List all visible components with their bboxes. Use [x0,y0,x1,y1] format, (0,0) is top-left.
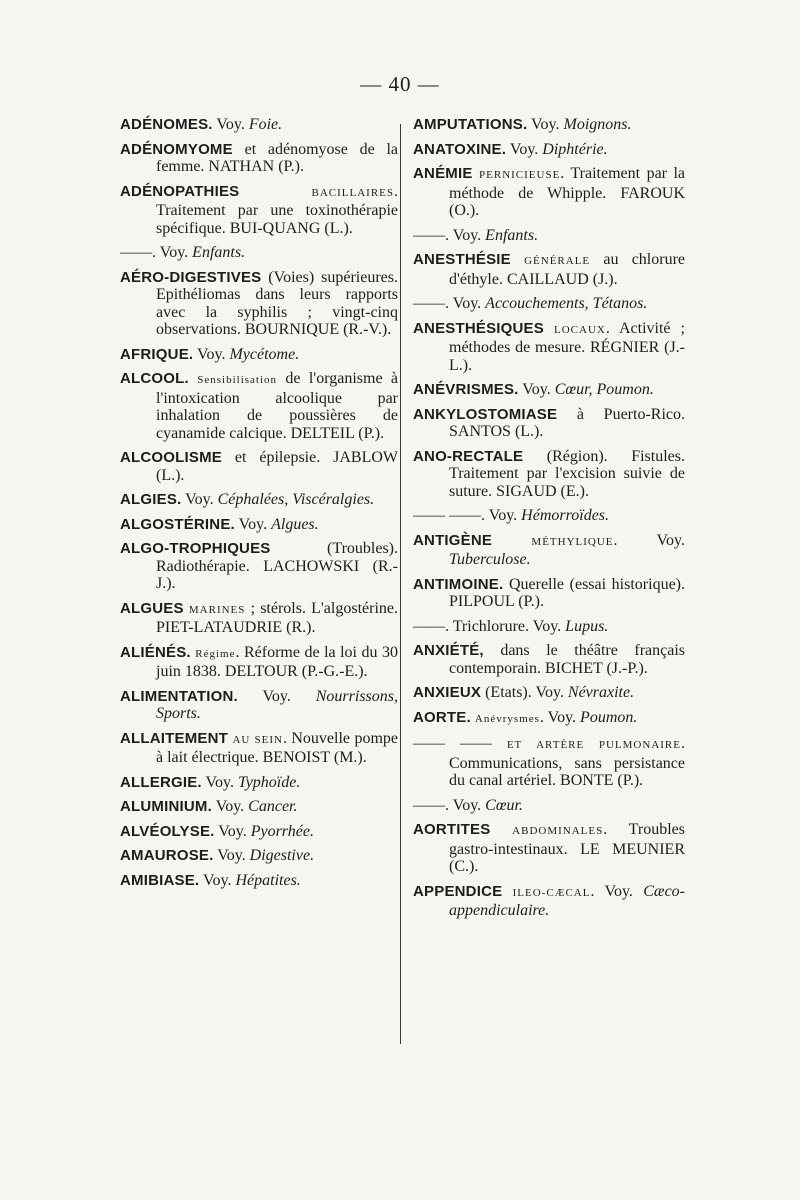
entry-text: Voy. [506,140,543,158]
repeat-dash: —— ——. [413,507,485,524]
index-entry [413,165,685,220]
entry-text: Régime [195,647,236,660]
entry-headword: ADÉNOMES. [120,116,213,133]
cross-reference: Cœur. [485,796,523,814]
entry-text: Voy. [199,871,236,889]
entry-text: Voy. [214,822,251,840]
entry-headword: ANESTHÉSIQUES [413,319,544,337]
entry-headword: ALCOOLISME [120,449,222,466]
entry-text: Voy. [201,773,238,791]
entry-text: ; stérols. L'algostérine. PIET-LATAUDRIE (R.). [156,599,398,636]
entry-headword: ANTIMOINE. [413,575,504,593]
index-entry [413,709,685,729]
entry-text: au chlorure d'éthyle. CAILLAUD (J.). [449,251,686,288]
entry-headword: ALIÉNÉS. [120,643,191,661]
index-entry [413,295,685,313]
cross-reference: Mycétome. [229,345,300,363]
entry-text: Voy. [449,796,486,814]
cross-reference: Diphtérie. [542,140,608,158]
entry-text: MÉTHYLIQUE [531,535,614,548]
index-entry [413,448,685,501]
index-entry [413,381,685,399]
entry-text [544,320,554,337]
index-entry [120,116,398,134]
entry-text: Voy. [213,847,250,864]
entry-text [189,370,197,387]
index-entry [120,872,398,890]
cross-reference: Tuberculose. [449,551,531,568]
index-entry [413,116,685,134]
entry-text [492,532,531,549]
entry-text [239,183,311,200]
entry-text: MARINES [188,603,246,616]
entry-text: Voy. [193,345,230,363]
entry-text [492,735,507,752]
entry-text: . Voy. [613,531,685,549]
entry-text: GÉNÉRALE [524,255,591,267]
entry-text: Voy. [518,381,555,398]
entry-text: Voy. [527,116,564,133]
entry-headword: AORTE. [413,708,471,726]
cross-reference: Nourrissons, Sports. [156,687,398,722]
entry-text: Voy. [237,687,316,705]
right-column [413,116,685,927]
index-entry [120,847,398,865]
entry-headword: ADÉNOPATHIES [120,182,240,200]
index-entry [120,600,398,637]
entry-text: Voy. [212,116,249,133]
entry-text: . Activité ; méthodes de mesure. RÉGNIER (J.-L.). [449,319,685,374]
index-entry [120,688,398,723]
entry-text: . Traitement par la méthode de Whipple. FAROUK (O.). [449,165,686,219]
cross-reference: Cæco-appendiculaire. [449,882,685,919]
entry-headword: ALCOOL. [120,370,189,387]
entry-headword: AFRIQUE. [120,345,194,363]
cross-reference: Digestive. [249,847,315,864]
entry-headword: ALUMINIUM. [120,798,212,815]
entry-text: Voy. [449,226,486,244]
entry-text: de l'organisme à l'intoxication alcoolique par inhalation de poussières de cyanamide calcique. DELTEIL (P.). [156,370,399,442]
entry-text: LOCAUX [554,323,606,336]
entry-text: (Troubles). Radiothérapie. LACHOWSKI (R.-J.). [156,540,398,592]
index-entry [120,346,398,364]
cross-reference: Pyorrhée. [250,822,314,840]
index-entry [413,320,685,375]
cross-reference: Algues. [271,515,319,533]
entry-headword: ALLAITEMENT [120,729,229,747]
entry-text: (Région). Fistules. Traitement par l'excision suivie de suture. SIGAUD (E.). [449,447,685,500]
cross-reference: Enfants. [485,226,539,244]
cross-reference: Cœur, Poumon. [554,381,654,398]
entry-text: Voy. [181,491,218,508]
entry-headword: AMIBIASE. [120,871,200,889]
index-entry [413,642,685,677]
repeat-dash: —— —— [413,735,492,752]
entry-headword: ANÉVRISMES. [413,381,519,398]
entry-headword: ANÉMIE [413,165,473,182]
entry-text: BACILLAIRES [311,186,394,199]
cross-reference: Hépatites. [235,871,301,889]
entry-text [511,251,524,268]
index-entry [120,540,398,593]
entry-headword: ALGUES [120,599,184,617]
entry-text: . Troubles gastro-intestinaux. LE MEUNIER (C.). [449,821,685,875]
entry-headword: ANO-RECTALE [413,447,524,465]
entry-headword: ALIMENTATION. [120,687,238,705]
entry-text: (Voies) supérieures. Epithéliomas dans leurs rapports avec la syphilis ; vingt-cinq observations. BOURNIQUE (R.-V.). [156,268,398,338]
entry-text: . Traitement par une toxinothérapie spécifique. BUI-QUANG (L.). [156,182,398,237]
entry-text: Anévrysmes [474,712,540,725]
index-entry [120,141,398,176]
entry-text: PERNICIEUSE [479,169,561,181]
index-entry [413,227,685,245]
entry-headword: ALGO-TROPHIQUES [120,540,271,557]
entry-headword: APPENDICE [413,882,503,900]
entry-text: . Communications, sans persistance du canal artériel. BONTE (P.). [449,735,685,789]
repeat-dash: ——. [413,226,449,244]
entry-text: . Nouvelle pompe à lait électrique. BENOIST (M.). [156,729,398,766]
index-entry [413,821,685,876]
entry-headword: ANKYLOSTOMIASE [413,405,558,423]
entry-headword: AORTITES [413,821,491,838]
index-entry [120,516,398,534]
entry-headword: ALGOSTÉRINE. [120,515,235,533]
index-entry [120,730,398,767]
entry-headword: ANTIGÈNE [413,531,493,549]
entry-text: (Etats). Voy. [481,684,568,701]
index-entry [413,532,685,569]
index-entry [120,269,398,339]
entry-text [502,883,512,900]
index-entry [413,684,685,702]
index-entry [120,244,398,262]
index-entry [120,823,398,841]
repeat-dash: ——. [413,796,449,814]
index-entry [120,644,398,681]
cross-reference: Moignons. [563,116,632,133]
entry-headword: ALLERGIE. [120,773,202,791]
entry-headword: ALGIES. [120,491,182,508]
entry-text: et adénomyose de la femme. NATHAN (P.). [156,140,398,175]
cross-reference: Typhoïde. [237,773,301,791]
entry-text: Voy. [212,798,249,815]
index-entry [120,370,398,442]
entry-text: . Réforme de la loi du 30 juin 1838. DELTOUR (P.-G.-E.). [156,643,399,680]
entry-headword: AMPUTATIONS. [413,116,528,133]
entry-headword: AÉRO-DIGESTIVES [120,268,262,286]
index-entry [413,797,685,815]
index-entry [120,491,398,509]
entry-text: ET ARTÈRE PULMONAIRE [506,739,681,751]
cross-reference: Lupus. [565,617,609,635]
entry-headword: ADÉNOMYOME [120,140,233,158]
cross-reference: Accouchements, Tétanos. [485,295,648,312]
index-entry [120,449,398,484]
cross-reference: Névraxite. [567,684,635,701]
entry-headword: ALVÉOLYSE. [120,822,215,840]
index-entry [120,774,398,792]
index-entry [413,251,685,288]
entry-text: . Voy. [539,708,581,726]
repeat-dash: ——. [413,617,449,635]
index-entry [413,618,685,636]
repeat-dash: ——. [120,244,156,261]
entry-text: Voy. [234,515,272,533]
entry-text: dans le théâtre français contemporain. BICHET (J.-P.). [449,642,685,677]
entry-text: Trichlorure. Voy. [449,617,566,635]
index-entry [413,141,685,159]
cross-reference: Enfants. [192,244,246,261]
entry-text: Querelle (essai historique). PILPOUL (P.). [449,575,685,610]
entry-headword: AMAUROSE. [120,847,214,864]
index-entry [413,406,685,441]
entry-text: ILEO-CÆCAL [512,886,591,899]
entry-text: Sensibilisation [197,374,278,386]
index-entry [413,507,685,525]
entry-text: Voy. [485,507,522,524]
column-divider [400,124,401,1044]
cross-reference: Foie. [248,116,283,133]
entry-text [490,821,512,838]
index-entry [413,576,685,611]
cross-reference: Cancer. [248,798,298,815]
index-entry [120,183,398,238]
entry-headword: ANXIEUX [413,684,482,701]
entry-text: à Puerto-Rico. SANTOS (L.). [449,405,685,440]
entry-headword: ANXIÉTÉ, [413,642,484,659]
entry-text: Voy. [449,295,486,312]
page-number: — 40 — [360,72,440,96]
entry-text: AU SEIN [232,733,283,746]
entry-text: . Voy. [590,882,644,900]
left-column [120,116,398,896]
index-entry [413,735,685,790]
repeat-dash: ——. [413,295,449,312]
index-entry [413,883,685,920]
entry-headword: ANATOXINE. [413,140,507,158]
entry-text: Voy. [156,244,193,261]
entry-text: ABDOMINALES [512,825,604,837]
entry-headword: ANESTHÉSIE [413,251,511,268]
cross-reference: Poumon. [580,708,638,726]
cross-reference: Hémorroïdes. [521,507,610,524]
cross-reference: Céphalées, Viscéralgies. [217,491,375,508]
entry-text: et épilepsie. JABLOW (L.). [156,449,398,484]
index-entry [120,798,398,816]
